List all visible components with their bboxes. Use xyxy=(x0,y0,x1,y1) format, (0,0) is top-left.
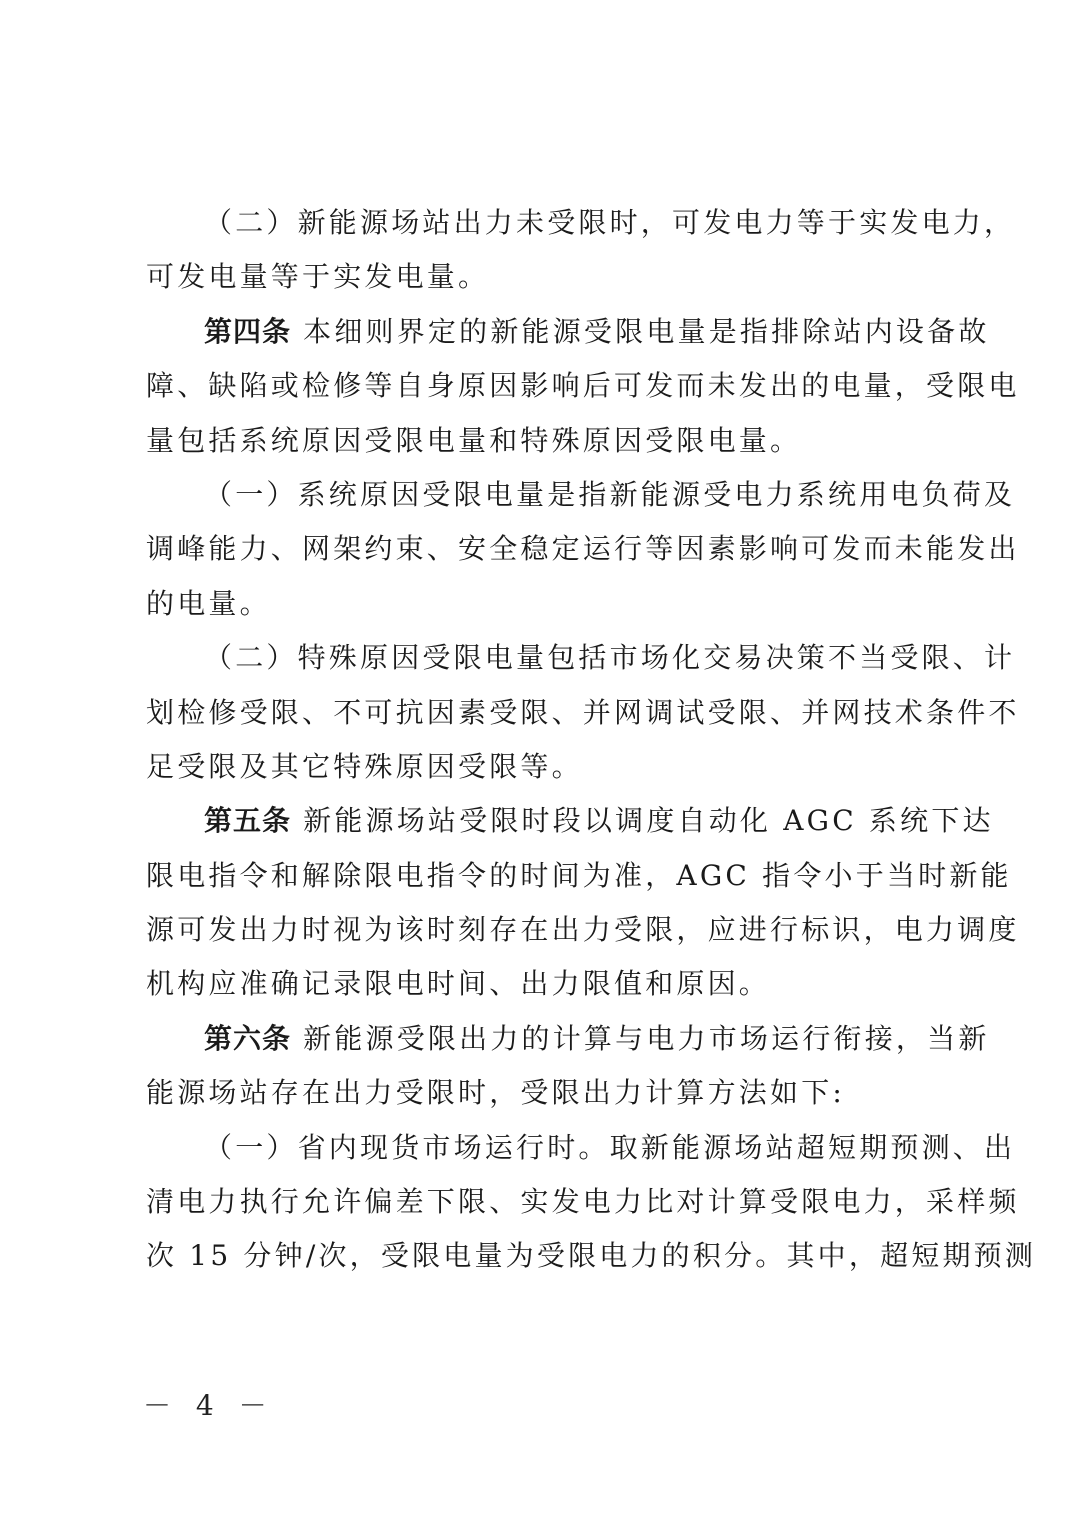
article-heading: 第四条 xyxy=(204,314,292,348)
text-line: 次 15 分钟/次，受限电量为受限电力的积分。其中，超短期预测 xyxy=(146,1239,1037,1273)
text-span: 本细则界定的新能源受限电量是指排除站内设备故 xyxy=(291,314,990,348)
text-line: 清电力执行允许偏差下限、实发电力比对计算受限电力，采样频 xyxy=(146,1185,1020,1219)
text-line: 调峰能力、网架约束、安全稳定运行等因素影响可发而未能发出 xyxy=(146,532,1020,566)
text-line: 能源场站存在出力受限时，受限出力计算方法如下: xyxy=(146,1076,846,1110)
text-line: 量包括系统原因受限电量和特殊原因受限电量。 xyxy=(146,423,802,457)
article-6-first-line xyxy=(146,1012,990,1066)
text-line: （一）系统原因受限电量是指新能源受电力系统用电负荷及 xyxy=(204,477,1016,511)
text-line: 限电指令和解除限电指令的时间为准，AGC 指令小于当时新能 xyxy=(146,858,1012,892)
text-line: （二）特殊原因受限电量包括市场化交易决策不当受限、计 xyxy=(204,641,1016,675)
text-line: 源可发出力时视为该时刻存在出力受限，应进行标识，电力调度 xyxy=(146,913,1020,947)
text-span: 新能源受限出力的计算与电力市场运行衔接，当新 xyxy=(291,1021,990,1055)
text-line: 可发电量等于实发电量。 xyxy=(146,260,490,294)
text-line: 足受限及其它特殊原因受限等。 xyxy=(146,749,583,783)
text-line: （一）省内现货市场运行时。取新能源场站超短期预测、出 xyxy=(204,1130,1016,1164)
article-heading: 第六条 xyxy=(204,1021,292,1055)
text-line: 机构应准确记录限电时间、出力限值和原因。 xyxy=(146,967,771,1001)
text-line: 障、缺陷或检修等自身原因影响后可发而未发出的电量，受限电 xyxy=(146,369,1020,403)
text-span: 新能源场站受限时段以调度自动化 AGC 系统下达 xyxy=(291,804,994,838)
body-text xyxy=(146,196,1037,1284)
article-5-first-line xyxy=(146,794,994,848)
article-heading: 第五条 xyxy=(204,804,292,838)
text-line: 的电量。 xyxy=(146,586,271,620)
text-line: 划检修受限、不可抗因素受限、并网调试受限、并网技术条件不 xyxy=(146,695,1020,729)
text-line: （二）新能源场站出力未受限时，可发电力等于实发电力， xyxy=(204,206,1016,239)
page-number: － 4 － xyxy=(143,1389,275,1422)
article-4-first-line xyxy=(146,305,990,359)
